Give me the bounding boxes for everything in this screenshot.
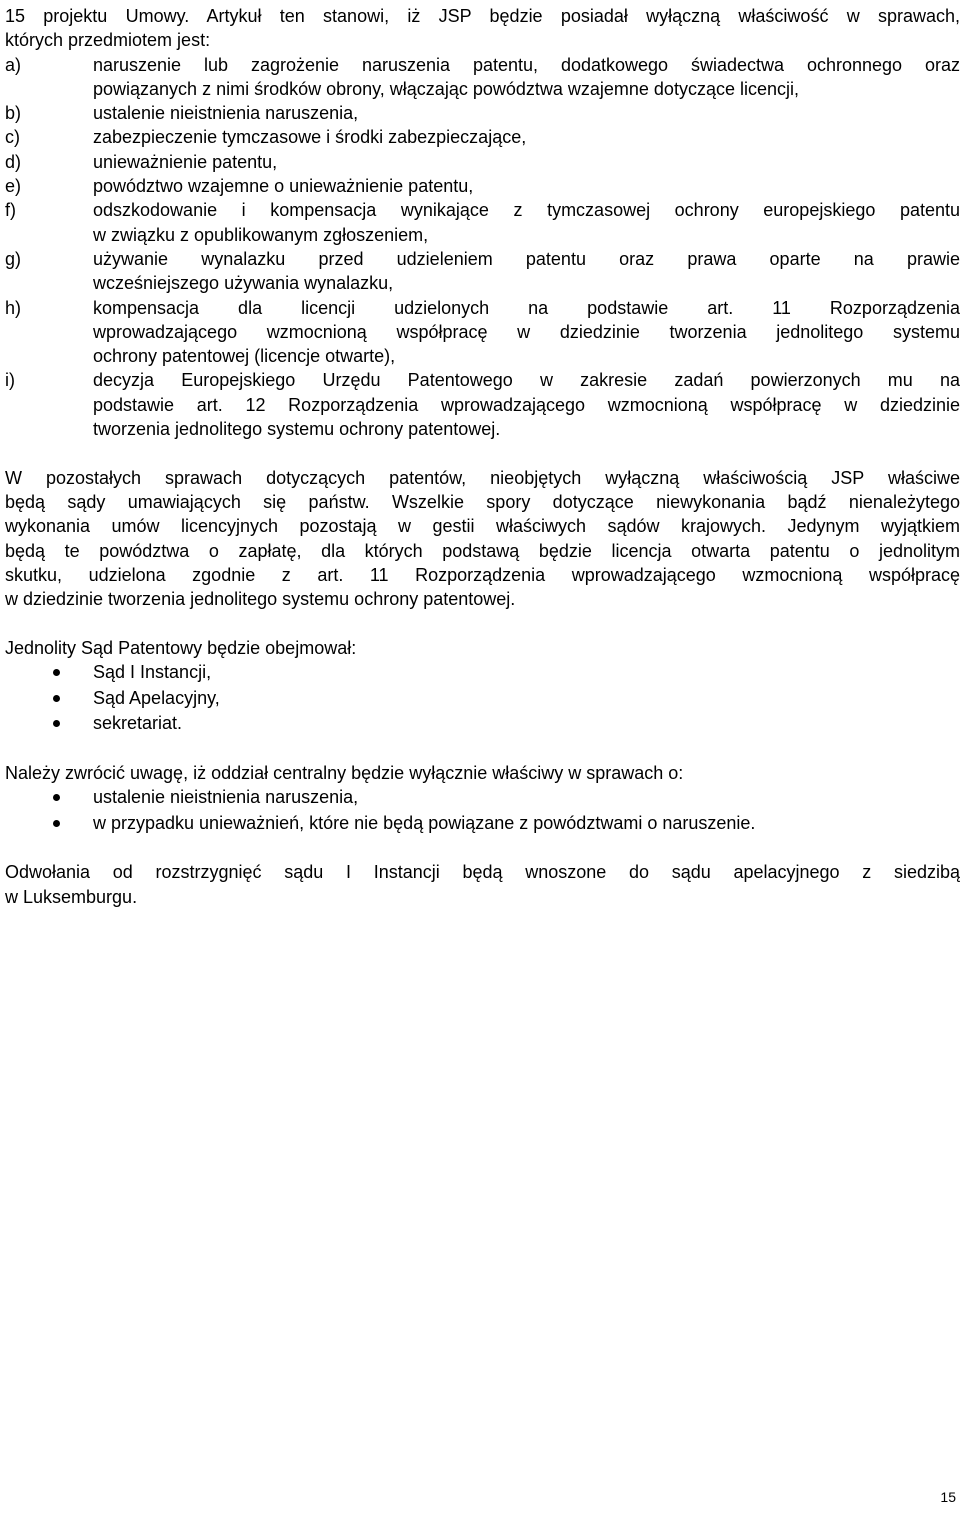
list-item-line: w związku z opublikowanym zgłoszeniem,	[93, 224, 429, 245]
list-item	[5, 125, 960, 149]
list-item	[5, 150, 960, 174]
bullet-item	[5, 660, 960, 686]
list-item	[5, 198, 960, 247]
list-item-text	[93, 101, 960, 125]
bullet-icon	[5, 660, 93, 686]
list-item-text	[93, 247, 960, 296]
paragraph-line: w Luksemburgu.	[5, 886, 138, 907]
list-item-text	[93, 296, 960, 369]
bullet-item	[5, 811, 960, 837]
bullet-item	[5, 686, 960, 712]
list-item-label: d)	[5, 151, 22, 172]
paragraph-spacer	[5, 737, 960, 761]
paragraph-line: W pozostałych sprawach dotyczących patentów, nieobjętych wyłączną właściwością JSP właściwe	[5, 467, 960, 488]
list-item	[5, 296, 960, 369]
list-item	[5, 101, 960, 125]
list-item	[5, 247, 960, 296]
list-item-label: e)	[5, 176, 22, 197]
paragraph-line: w dziedzinie tworzenia jednolitego systemu ochrony patentowej.	[5, 589, 516, 610]
bullet-text: Sąd Apelacyjny,	[93, 687, 220, 708]
paragraph-line: wykonania umów licencyjnych pozostają w gestii właściwych sądów krajowych. Jedynym wyjątkiem	[5, 516, 960, 537]
bullet-item	[5, 711, 960, 737]
bullet-icon	[5, 785, 93, 811]
list-item-text	[93, 198, 960, 247]
list-item-line: wprowadzającego wzmocnioną współpracę w dziedzinie tworzenia jednolitego systemu	[93, 321, 960, 342]
page-number: 15	[940, 1489, 956, 1505]
list-item	[5, 53, 960, 102]
list-item-line: decyzja Europejskiego Urzędu Patentowego w zakresie zadań powierzonych mu na	[93, 370, 960, 391]
intro-line-1: 15 projektu Umowy. Artykuł ten stanowi, iż JSP będzie posiadał wyłączną właściwość w sprawach,	[5, 6, 960, 26]
list-item-line: odszkodowanie i kompensacja wynikające z tymczasowej ochrony europejskiego patentu	[93, 200, 960, 221]
section-heading: Jednolity Sąd Patentowy będzie obejmował:	[5, 637, 357, 658]
bullet-icon	[5, 686, 93, 712]
bullet-icon	[5, 711, 93, 737]
list-item-line: zabezpieczenie tymczasowe i środki zabezpieczające,	[93, 127, 527, 148]
list-item-label: a)	[5, 54, 22, 75]
list-item	[5, 174, 960, 198]
list-item-line: unieważnienie patentu,	[93, 151, 278, 172]
list-item-line: używanie wynalazku przed udzieleniem patentu oraz prawa oparte na prawie	[93, 248, 960, 269]
paragraph-line: będą te powództwa o zapłatę, dla których podstawą będzie licencja otwarta patentu o jednolitym	[5, 540, 960, 561]
list-item-line: podstawie art. 12 Rozporządzenia wprowadzającego wzmocnioną współpracę w dziedzinie	[93, 394, 960, 415]
bullet-icon	[5, 811, 93, 837]
intro-line-2: których przedmiotem jest:	[5, 30, 211, 51]
list-item-label: h)	[5, 297, 22, 318]
list-item-label: b)	[5, 103, 22, 124]
competence-list	[5, 53, 960, 442]
paragraph-spacer	[5, 836, 960, 860]
list-item-text	[93, 174, 960, 198]
paragraph-line: skutku, udzielona zgodnie z art. 11 Rozporządzenia wprowadzającego wzmocnioną współpracę	[5, 564, 960, 585]
list-item-line: ochrony patentowej (licencje otwarte),	[93, 346, 396, 367]
list-item-text	[93, 125, 960, 149]
paragraph-other-cases	[5, 466, 960, 612]
paragraph-spacer	[5, 441, 960, 465]
paragraph-line: Odwołania od rozstrzygnięć sądu I Instancji będą wnoszone do sądu apelacyjnego z siedzibą	[5, 862, 960, 883]
bullet-text: sekretariat.	[93, 713, 183, 734]
section-heading: Należy zwrócić uwagę, iż oddział centralny będzie wyłącznie właściwy w sprawach o:	[5, 762, 684, 783]
document-page	[5, 4, 960, 909]
list-item-label: g)	[5, 248, 22, 269]
paragraph-line: będą sądy umawiających się państw. Wszelkie spory dotyczące niewykonania bądź nienależytego	[5, 491, 960, 512]
appeals-paragraph	[5, 860, 960, 909]
list-item-line: powództwo wzajemne o unieważnienie patentu,	[93, 176, 474, 197]
bullet-item	[5, 785, 960, 811]
list-item-label: f)	[5, 200, 16, 221]
list-item-line: tworzenia jednolitego systemu ochrony patentowej.	[93, 419, 501, 440]
bullet-text: w przypadku unieważnień, które nie będą powiązane z powództwami o naruszenie.	[93, 812, 756, 833]
bullet-text: Sąd I Instancji,	[93, 662, 212, 683]
list-item-label: i)	[5, 370, 15, 391]
list-item-text	[93, 53, 960, 102]
list-item-line: naruszenie lub zagrożenie naruszenia patentu, dodatkowego świadectwa ochronnego oraz	[93, 54, 960, 75]
list-item-line: wcześniejszego używania wynalazku,	[93, 273, 394, 294]
central-division-section	[5, 761, 960, 836]
bullet-text: ustalenie nieistnienia naruszenia,	[93, 787, 359, 808]
list-item-text	[93, 368, 960, 441]
list-item-line: kompensacja dla licencji udzielonych na podstawie art. 11 Rozporządzenia	[93, 297, 960, 318]
list-item	[5, 368, 960, 441]
paragraph-spacer	[5, 611, 960, 635]
court-structure-section	[5, 636, 960, 737]
list-item-line: powiązanych z nimi środków obrony, włączając powództwa wzajemne dotyczące licencji,	[93, 78, 799, 99]
list-item-text	[93, 150, 960, 174]
list-item-line: ustalenie nieistnienia naruszenia,	[93, 103, 359, 124]
list-item-label: c)	[5, 127, 20, 148]
